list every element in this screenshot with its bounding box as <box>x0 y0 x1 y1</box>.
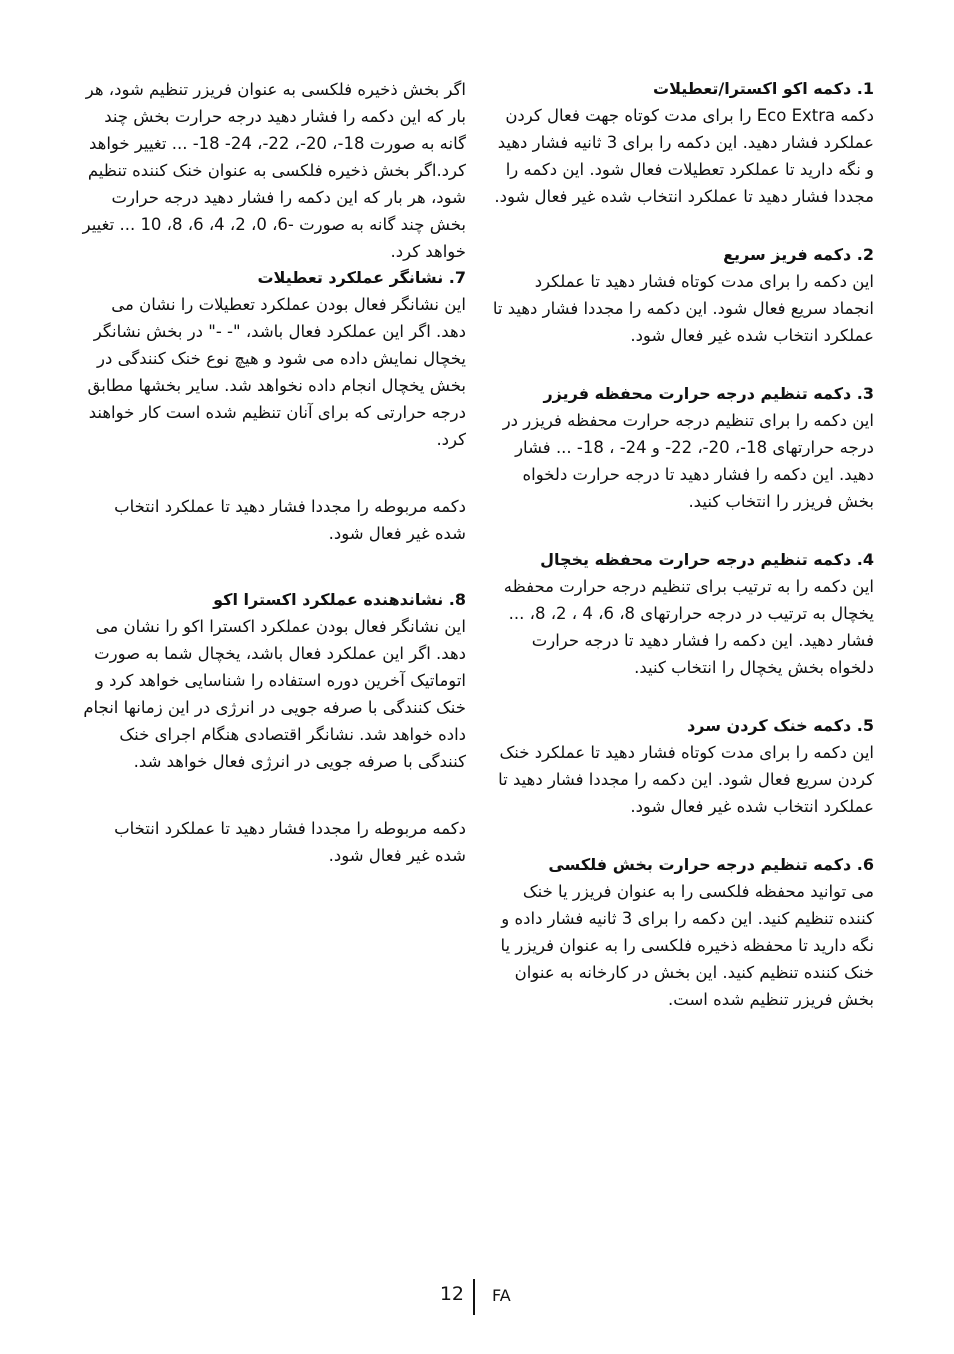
section-text: این دکمه را به ترتیب برای تنظیم درجه حرارت محفظه یخچال به ترتیب در درجه حرارتهای 8، 6، 4 ، 2، 8، ... فشار دهید. این دکمه را فشار دهید تا درجه حرارت دلخواه بخش یخچال را انتخاب کنید. <box>503 577 874 677</box>
section-heading: 4. دکمه تنظیم درجه حرارت محفظه یخچال <box>540 550 874 569</box>
section-holiday-indicator <box>80 265 466 547</box>
flexi-intro-text: اگر بخش ذخیره فلکسی به عنوان فریزر تنظیم شود، هر بار که این دکمه را فشار دهید درجه حرارت بخش چند گانه به صورت 18-، 20-، 22-، 24- 18- ... تغییر خواهد کرد.اگر بخش ذخیره فلکسی به عنوان خنک کننده تنظیم شود، هر بار که این دکمه را فشار دهید درجه حرارت بخش چند گانه به صورت -6، 0، 2، 4، 6، 8، 10 ... تغییر خواهد کرد. <box>82 80 466 261</box>
section-flexi-temperature-button <box>490 852 874 1013</box>
section-note: دکمه مربوطه را مجددا فشار دهید تا عملکرد انتخاب شده غیر فعال شود. <box>114 819 466 865</box>
section-text: این دکمه را برای مدت کوتاه فشار دهید تا عملکرد خنک کردن سریع فعال شود. این دکمه را مجددا فشار دهید تا عملکرد انتخاب شده غیر فعال شود. <box>498 743 874 816</box>
footer-divider <box>473 1279 475 1315</box>
section-heading: 5. دکمه خنک کردن سرد <box>687 716 874 735</box>
section-text: این دکمه را برای تنظیم درجه حرارت محفظه فریزر در درجه حرارتهای 18-، 20-، 22- و 24- ، 18- ... فشار دهید. این دکمه را فشار دهید تا درجه حرارت دلخواه بخش فریزر را انتخاب کنید. <box>502 411 874 511</box>
section-heading: 7. نشانگر عملکرد تعطیلات <box>257 268 466 287</box>
section-text: این دکمه را برای مدت کوتاه فشار دهید تا عملکرد انجماد سریع فعال شود. این دکمه را مجددا فشار دهید تا عملکرد انتخاب شده غیر فعال شود. <box>492 272 874 345</box>
section-text: می توانید محفظه فلکسی را به عنوان فریزر یا خنک کننده تنظیم کنید. این دکمه را برای 3 ثانیه فشار داده و نگه دارید تا محفظه ذخیره فلکسی را به عنوان فریزر یا خنک کننده تنظیم کنید. این بخش در کارخانه به عنوان بخش فریزر تنظیم شده است. <box>500 882 874 1009</box>
section-freezer-temperature-button <box>490 381 874 515</box>
section-heading: 3. دکمه تنظیم درجه حرارت محفظه فریزر <box>543 384 874 403</box>
right-column <box>490 76 874 1045</box>
section-text: این نشانگر فعال بودن عملکرد اکسترا اکو را نشان می دهد. اگر این عملکرد فعال باشد، یخچال شما به صورت اتوماتیک آخرین دوره استفاده را شناسایی خواهد کرد و خنک کنندگی با صرفه جویی در انرژی در این زمانها انجام داده خواهد شد. نشانگر اقتصادی هنگام اجرای خنک کنندگی با صرفه جویی در انرژی فعال خواهد شد. <box>83 617 466 771</box>
section-quick-freeze-button <box>490 242 874 349</box>
section-text: این نشانگر فعال بودن عملکرد تعطیلات را نشان می دهد. اگر این عملکرد فعال باشد، "- -" در بخش نشانگر یخچال نمایش داده می شود و هیچ نوع خنک کنندگی در بخش یخچال انجام داده نخواهد شد. سایر بخشها مطابق درجه حرارتی که برای آنان تنظیم شده است کار خواهند کرد. <box>87 295 466 449</box>
section-heading: 6. دکمه تنظیم درجه حرارت بخش فلکسی <box>548 855 874 874</box>
page-number: 12 <box>439 1283 464 1305</box>
page-footer <box>0 1279 954 1315</box>
section-quick-cool-button <box>490 713 874 820</box>
left-column <box>80 76 466 869</box>
section-extra-eco-indicator <box>80 587 466 869</box>
section-text: دکمه Eco Extra را برای مدت کوتاه جهت فعال کردن عملکرد فشار دهید. این دکمه را برای 3 ثانیه فشار دهید و نگه دارید تا عملکرد تعطیلات فعال شود. این دکمه را مجددا فشار دهید تا عملکرد انتخاب شده غیر فعال شود. <box>494 106 874 206</box>
section-heading: 8. نشاندهنده عملکرد اکسترا اکو <box>213 590 466 609</box>
section-heading: 2. دکمه فریز سریع <box>723 245 874 264</box>
section-note: دکمه مربوطه را مجددا فشار دهید تا عملکرد انتخاب شده غیر فعال شود. <box>114 497 466 543</box>
language-code: FA <box>492 1286 511 1305</box>
section-fridge-temperature-button <box>490 547 874 681</box>
section-eco-extra-holiday-button <box>490 76 874 210</box>
section-heading: 1. دکمه اکو اکسترا/تعطیلات <box>653 79 874 98</box>
